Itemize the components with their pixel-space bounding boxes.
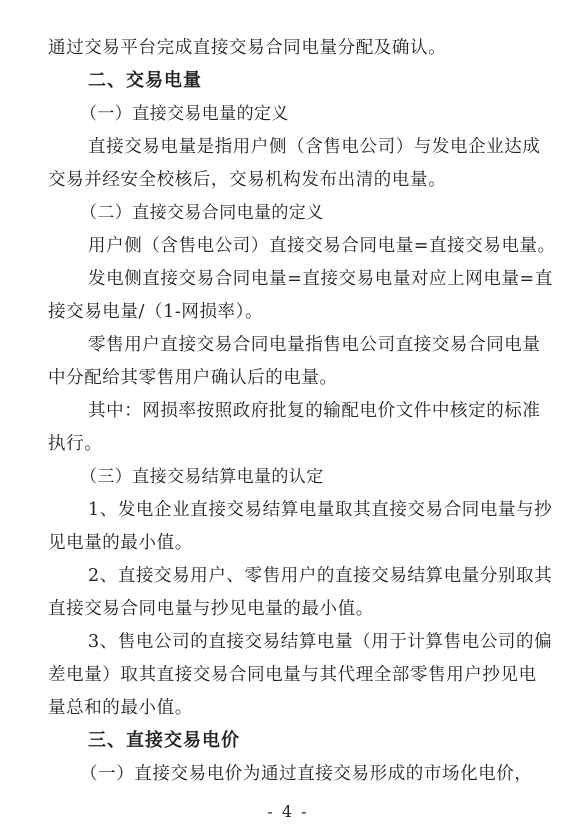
text-line: 用户侧（含售电公司）直接交易合同电量=直接交易电量。 [88,236,556,256]
text-line: 直接交易电量是指用户侧（含售电公司）与发电企业达成 [88,137,541,157]
text-line: 零售用户直接交易合同电量指售电公司直接交易合同电量 [88,335,541,355]
text-line: 通过交易平台完成直接交易合同电量分配及确认。 [48,38,447,58]
text-line: 中分配给其零售用户确认后的电量。 [48,368,338,388]
text-line: 1、发电企业直接交易结算电量取其直接交易合同电量与抄 [88,500,553,520]
text-line: 发电侧直接交易合同电量=直接交易电量对应上网电量=直 [88,269,553,289]
text-line: 2、直接交易用户、零售用户的直接交易结算电量分别取其 [88,566,553,586]
text-line: 接交易电量/（1-网损率）。 [48,302,264,322]
text-line: 直接交易合同电量与抄见电量的最小值。 [48,599,374,619]
text-line: 执行。 [48,434,103,454]
text-line: 其中：网损率按照政府批复的输配电价文件中核定的标准 [88,401,541,421]
page-number: - 4 - [267,802,309,821]
text-line: 见电量的最小值。 [48,533,193,553]
subsection-heading: （三）直接交易结算电量的认定 [80,467,324,487]
section-heading: 二、交易电量 [88,70,202,91]
subsection-heading: （一）直接交易电量的定义 [80,104,289,124]
section-heading: 三、直接交易电价 [88,730,240,751]
text-line: 差电量）取其直接交易合同电量与其代理全部零售用户抄见电 [48,665,537,685]
text-line: 交易并经安全校核后，交易机构发布出清的电量。 [48,170,447,190]
subsection-heading: （二）直接交易合同电量的定义 [80,203,324,223]
text-line: （一）直接交易电价为通过直接交易形成的市场化电价， [80,764,533,784]
text-line: 量总和的最小值。 [48,698,193,718]
text-line: 3、售电公司的直接交易结算电量（用于计算售电公司的偏 [88,632,553,652]
